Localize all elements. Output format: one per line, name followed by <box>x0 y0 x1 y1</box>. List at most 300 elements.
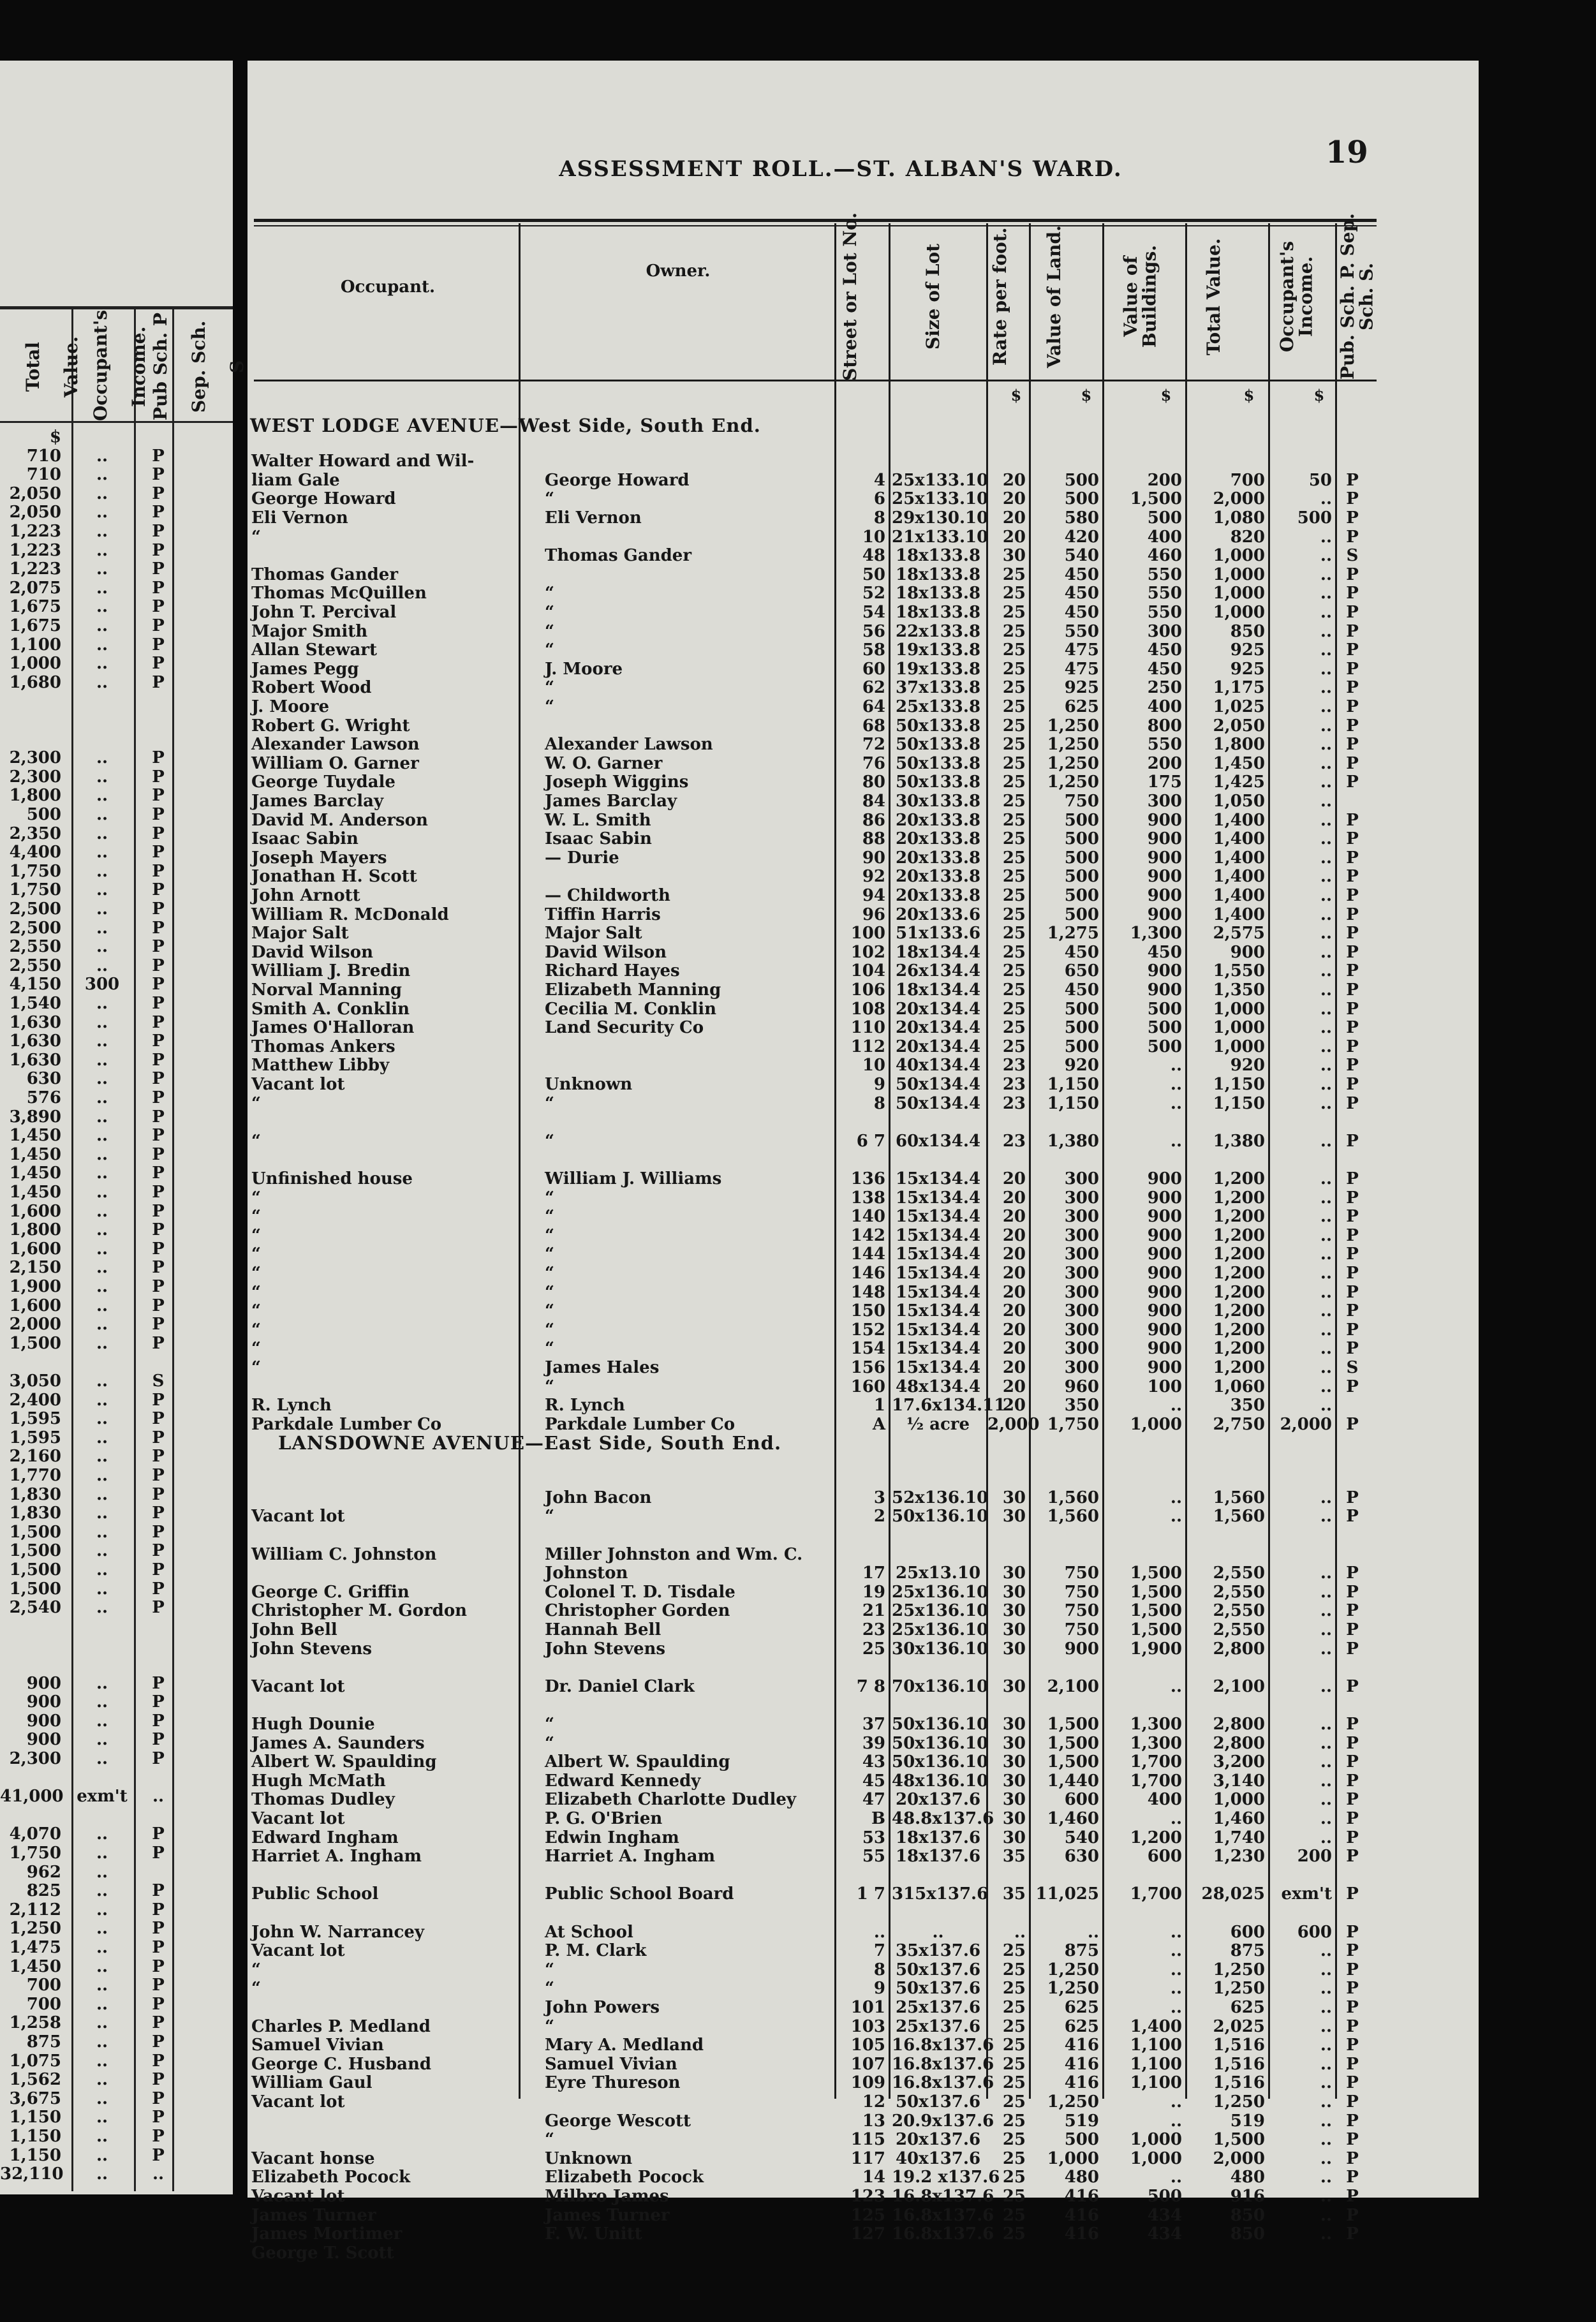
rate-cell: 25 <box>1002 1941 1026 1961</box>
land-value-cell: 650 <box>1064 961 1099 981</box>
table-row <box>248 1885 1479 1904</box>
left-income-cell: .. <box>96 1390 108 1410</box>
lot-size-cell: 20x133.8 <box>895 829 981 849</box>
lot-size-cell: 25x137.6 <box>895 1998 981 2017</box>
owner-cell: Public School Board <box>545 1884 734 1904</box>
land-value-cell: 500 <box>1064 2130 1099 2150</box>
income-cell: .. <box>1320 1620 1332 1639</box>
total-value-cell: 1,500 <box>1213 2130 1265 2150</box>
lot-number-cell: 115 <box>850 2130 885 2150</box>
left-income-cell: .. <box>96 503 108 522</box>
table-row <box>248 755 1479 773</box>
building-value-cell: .. <box>1170 2168 1182 2187</box>
left-income-cell: .. <box>96 1976 108 1995</box>
table-row <box>248 736 1479 754</box>
lot-size-cell: 30x133.8 <box>895 792 981 811</box>
left-total-cell: 1,150 <box>9 2127 61 2146</box>
left-table-row <box>0 786 233 805</box>
occupant-cell: liam Gale <box>251 470 340 490</box>
total-value-cell: 1,460 <box>1213 1809 1265 1828</box>
lot-number-cell: 14 <box>862 2168 885 2187</box>
left-table-row <box>0 1636 233 1655</box>
left-total-cell: 1,680 <box>9 672 61 692</box>
rate-cell: 25 <box>1002 1979 1026 1999</box>
building-value-cell: 400 <box>1147 1790 1182 1810</box>
occupant-cell: “ <box>251 1225 261 1245</box>
left-income-cell: .. <box>96 2089 108 2108</box>
left-school-cell: P <box>152 2032 165 2052</box>
table-row <box>248 1659 1479 1677</box>
lot-number-cell: 6 <box>873 489 885 509</box>
total-value-cell: 2,800 <box>1213 1715 1265 1734</box>
left-total-cell: 1,630 <box>9 1050 61 1070</box>
building-value-cell: 900 <box>1147 1320 1182 1340</box>
land-value-cell: 1,150 <box>1047 1093 1099 1113</box>
building-value-cell: 1,200 <box>1130 1828 1182 1847</box>
occupant-cell: Charles P. Medland <box>251 2016 431 2036</box>
left-income-cell: .. <box>96 1579 108 1599</box>
total-value-cell: 1,200 <box>1213 1358 1265 1377</box>
total-value-cell: 1,230 <box>1213 1847 1265 1867</box>
total-value-cell: 1,080 <box>1213 508 1265 528</box>
total-value-cell: 1,060 <box>1213 1377 1265 1396</box>
rate-cell: 20 <box>1002 1207 1026 1227</box>
lot-number-cell: 150 <box>850 1301 885 1321</box>
owner-cell: Richard Hayes <box>545 961 680 981</box>
school-cell: P <box>1346 924 1359 943</box>
lot-number-cell: 117 <box>850 2148 885 2168</box>
land-value-cell: 1,500 <box>1047 1752 1099 1772</box>
left-income-cell: .. <box>96 899 108 919</box>
left-income-cell: .. <box>96 1466 108 1485</box>
left-school-cell: P <box>152 1032 165 1051</box>
lot-size-cell: 48.8x137.6 <box>892 1809 994 1828</box>
building-value-cell: 1,500 <box>1130 1620 1182 1639</box>
lot-size-cell: 20.9x137.6 <box>892 2111 994 2131</box>
occupant-cell: “ <box>251 1320 261 1340</box>
land-value-cell: 500 <box>1064 1018 1099 1038</box>
left-total-cell: 700 <box>26 1994 61 2014</box>
owner-cell: Cecilia M. Conklin <box>545 999 717 1019</box>
left-school-cell: P <box>152 1390 165 1410</box>
owner-cell: “ <box>545 697 554 716</box>
income-cell: .. <box>1320 2092 1332 2111</box>
land-value-cell: 300 <box>1064 1207 1099 1227</box>
school-cell: P <box>1346 1131 1359 1151</box>
rate-cell: 25 <box>1002 2168 1026 2187</box>
table-row <box>248 1302 1479 1320</box>
owner-cell: P. M. Clark <box>545 1941 647 1961</box>
land-value-cell: 1,000 <box>1047 2148 1099 2168</box>
left-income-cell: .. <box>96 1277 108 1296</box>
occupant-income-header: Occupant's Income. <box>1276 240 1317 353</box>
occupant-cell: “ <box>251 1358 261 1377</box>
rate-cell: 25 <box>1002 2036 1026 2055</box>
size-of-lot-header: Size of Lot <box>922 243 943 350</box>
left-table-row <box>0 597 233 616</box>
school-cell: P <box>1346 1676 1359 1696</box>
left-total-cell: 1,750 <box>9 1844 61 1863</box>
left-total-cell: 2,550 <box>9 956 61 975</box>
lot-number-cell: 84 <box>862 792 885 811</box>
rate-cell: 25 <box>1002 697 1026 716</box>
table-row <box>248 679 1479 697</box>
left-table-row <box>0 1768 233 1787</box>
total-value-cell: 1,516 <box>1213 2073 1265 2093</box>
school-cell: P <box>1346 905 1359 924</box>
owner-cell: “ <box>545 2016 554 2036</box>
school-cell: P <box>1346 942 1359 962</box>
lot-size-cell: 20x137.6 <box>895 2130 981 2150</box>
lot-number-cell: 13 <box>862 2111 885 2131</box>
building-value-cell: .. <box>1170 1676 1182 1696</box>
building-value-cell: .. <box>1170 1488 1182 1507</box>
lot-size-cell: 48x136.10 <box>892 1771 989 1791</box>
left-school-cell: P <box>152 880 165 900</box>
building-value-cell: 1,000 <box>1130 2130 1182 2150</box>
school-cell: P <box>1346 1998 1359 2017</box>
lot-size-cell: 25x133.10 <box>892 470 989 490</box>
lot-size-cell: 20x137.6 <box>895 1790 981 1810</box>
table-row <box>248 1715 1479 1734</box>
total-value-cell: 2,550 <box>1213 1582 1265 1602</box>
table-row <box>248 830 1479 848</box>
table-row <box>248 887 1479 905</box>
occupant-cell: “ <box>251 1245 261 1264</box>
rate-cell: 25 <box>1002 924 1026 943</box>
left-income-cell: .. <box>96 1012 108 1032</box>
occupant-cell: Hugh McMath <box>251 1771 386 1791</box>
left-total-cell: 3,890 <box>9 1107 61 1127</box>
rate-cell: 30 <box>1002 1639 1026 1659</box>
left-table-row <box>0 1145 233 1164</box>
land-value-cell: 500 <box>1064 905 1099 924</box>
land-value-cell: 625 <box>1064 697 1099 716</box>
occupant-cell: James Pegg <box>251 659 359 679</box>
total-value-cell: 480 <box>1230 2168 1265 2187</box>
building-value-cell: 500 <box>1147 2187 1182 2206</box>
value-of-land-header: Value of Land. <box>1044 225 1065 368</box>
income-cell: .. <box>1320 1828 1332 1847</box>
left-income-cell: .. <box>96 1711 108 1731</box>
left-income-cell: .. <box>96 1844 108 1863</box>
table-row <box>248 528 1479 547</box>
land-value-cell: 300 <box>1064 1245 1099 1264</box>
owner-cell: “ <box>545 2130 554 2150</box>
left-income-cell: .. <box>96 446 108 466</box>
left-income-cell: .. <box>96 843 108 862</box>
owner-cell: R. Lynch <box>545 1396 625 1416</box>
school-cell: P <box>1346 2092 1359 2111</box>
left-income-cell: .. <box>96 824 108 843</box>
left-total-cell: 1,500 <box>9 1560 61 1579</box>
rate-cell: 25 <box>1002 678 1026 698</box>
unit-income: $ <box>1313 386 1325 404</box>
lot-number-cell: 1 <box>873 1396 885 1416</box>
owner-cell: Elizabeth Charlotte Dudley <box>545 1790 796 1810</box>
left-income-cell: .. <box>96 1692 108 1712</box>
table-row <box>248 1359 1479 1377</box>
land-value-cell: 416 <box>1064 2205 1099 2225</box>
table-row <box>248 1095 1479 1113</box>
lot-number-cell: 90 <box>862 848 885 868</box>
total-value-cell: 2,000 <box>1213 489 1265 509</box>
building-value-cell: 900 <box>1147 1225 1182 1245</box>
occupant-cell: Harriet A. Ingham <box>251 1847 422 1867</box>
income-cell: exm't <box>1281 1884 1332 1904</box>
land-value-cell: 480 <box>1064 2168 1099 2187</box>
lot-size-cell: 70x136.10 <box>892 1676 989 1696</box>
left-total-cell: 1,540 <box>9 994 61 1013</box>
left-school-cell: P <box>152 1126 165 1146</box>
lot-size-cell: 19x133.8 <box>895 640 981 660</box>
total-value-cell: 1,175 <box>1213 678 1265 698</box>
table-row <box>248 849 1479 868</box>
income-cell: .. <box>1320 716 1332 736</box>
left-school-cell: P <box>152 1504 165 1523</box>
total-value-cell: 1,000 <box>1213 1018 1265 1038</box>
occupant-cell: George T. Scott <box>251 2243 394 2263</box>
left-total-cell: 2,050 <box>9 503 61 522</box>
building-value-cell: 1,100 <box>1130 2073 1182 2093</box>
left-table-row <box>0 1560 233 1579</box>
rate-cell: 20 <box>1002 1225 1026 1245</box>
unit-buildings: $ <box>1160 386 1172 404</box>
owner-cell: “ <box>545 621 554 641</box>
school-cell: P <box>1346 1941 1359 1961</box>
building-value-cell: 460 <box>1147 546 1182 566</box>
school-cell: S <box>1346 1358 1359 1377</box>
occupant-cell: Smith A. Conklin <box>251 999 410 1019</box>
occupant-cell: Unfinished house <box>251 1169 413 1188</box>
income-cell: .. <box>1320 2224 1332 2244</box>
land-value-cell: 300 <box>1064 1169 1099 1188</box>
left-income-cell: .. <box>96 1504 108 1523</box>
left-total-cell: 1,450 <box>9 1144 61 1164</box>
land-value-cell: 416 <box>1064 2054 1099 2074</box>
left-table-row <box>0 427 233 447</box>
left-school-cell: P <box>152 899 165 919</box>
left-table-row <box>0 579 233 598</box>
land-value-cell: 416 <box>1064 2187 1099 2206</box>
rate-cell: 30 <box>1002 1790 1026 1810</box>
owner-cell: “ <box>545 1715 554 1734</box>
occupant-cell: Elizabeth Pocock <box>251 2168 411 2187</box>
left-total-cell: 710 <box>26 465 61 485</box>
left-total-cell: 1,800 <box>9 786 61 806</box>
left-school-cell: S <box>152 1372 165 1391</box>
lot-size-cell: 50x133.8 <box>895 753 981 773</box>
lot-size-cell: 18x133.8 <box>895 603 981 622</box>
total-value-cell: 700 <box>1230 470 1265 490</box>
page-header: ASSESSMENT ROLL.—ST. ALBAN'S WARD. <box>559 156 1123 182</box>
left-total-cell: 1,600 <box>9 1239 61 1259</box>
total-value-cell: 1,250 <box>1213 1979 1265 1999</box>
left-total-cell: 1,450 <box>9 1183 61 1202</box>
left-school-cell: P <box>152 540 165 560</box>
lot-number-cell: 103 <box>850 2016 885 2036</box>
building-value-cell: .. <box>1170 1922 1182 1942</box>
left-table-row <box>0 447 233 466</box>
building-value-cell: 434 <box>1147 2224 1182 2244</box>
left-total-cell: 2,400 <box>9 1390 61 1410</box>
occupant-cell: Thomas Gander <box>251 565 399 584</box>
lot-number-cell: 8 <box>873 1960 885 1979</box>
left-school-cell: P <box>152 918 165 938</box>
left-total-cell: 1,075 <box>9 2051 61 2071</box>
lot-size-cell: 25x133.8 <box>895 697 981 716</box>
lot-number-cell: 43 <box>862 1752 885 1772</box>
left-school-cell: P <box>152 1579 165 1599</box>
occupant-cell: John Bell <box>251 1620 337 1639</box>
income-cell: .. <box>1320 1320 1332 1340</box>
occupant-cell: Major Salt <box>251 924 349 943</box>
building-value-cell: 550 <box>1147 565 1182 584</box>
lot-size-cell: 60x134.4 <box>895 1131 981 1151</box>
left-income-cell: .. <box>96 1560 108 1579</box>
lot-number-cell: 47 <box>862 1790 885 1810</box>
owner-cell: “ <box>545 1188 554 1208</box>
school-cell: P <box>1346 1715 1359 1734</box>
occupant-cell: Matthew Libby <box>251 1056 390 1076</box>
left-table-row <box>0 1107 233 1127</box>
left-income-cell: .. <box>96 1919 108 1939</box>
total-value-cell: 2,050 <box>1213 716 1265 736</box>
left-income-cell: .. <box>96 2051 108 2071</box>
land-value-cell: 11,025 <box>1035 1884 1099 1904</box>
rate-cell: 20 <box>1002 1264 1026 1283</box>
rate-cell: 20 <box>1002 1358 1026 1377</box>
rate-cell: 30 <box>1002 546 1026 566</box>
land-value-cell: 450 <box>1064 980 1099 1000</box>
total-value-cell: 1,200 <box>1213 1282 1265 1302</box>
occupant-cell: James Mortimer <box>251 2224 403 2244</box>
land-value-cell: 416 <box>1064 2073 1099 2093</box>
occupant-cell: J. Moore <box>251 697 330 716</box>
owner-cell: “ <box>545 1207 554 1227</box>
left-income-cell: .. <box>96 937 108 957</box>
left-table-row <box>0 616 233 635</box>
table-row <box>248 1904 1479 1923</box>
owner-cell: Milbro James <box>545 2187 669 2206</box>
occupant-cell: Thomas Dudley <box>251 1790 395 1810</box>
school-cell: P <box>1346 621 1359 641</box>
lot-number-cell: 107 <box>850 2054 885 2074</box>
total-value-cell: 1,200 <box>1213 1301 1265 1321</box>
total-value-cell: 1,200 <box>1213 1339 1265 1359</box>
owner-cell: James Turner <box>545 2205 670 2225</box>
left-school-cell: P <box>152 1428 165 1447</box>
left-total-cell: 2,000 <box>9 1315 61 1335</box>
table-row <box>248 1829 1479 1847</box>
rate-cell: 20 <box>1002 489 1026 509</box>
left-school-cell: P <box>152 805 165 824</box>
lot-number-cell: 96 <box>862 905 885 924</box>
left-school-cell: P <box>152 503 165 522</box>
page-number: 19 <box>1326 135 1368 170</box>
lot-number-cell: B <box>871 1809 885 1828</box>
lot-number-cell: 148 <box>850 1282 885 1302</box>
owner-cell: Thomas Gander <box>545 546 692 566</box>
income-cell: .. <box>1320 2054 1332 2074</box>
left-total-cell: 2,300 <box>9 767 61 787</box>
left-table-row <box>0 691 233 711</box>
left-income-cell: .. <box>96 805 108 824</box>
lot-size-cell: 18x134.4 <box>895 942 981 962</box>
occupant-cell: Robert G. Wright <box>251 716 410 736</box>
left-income-cell: .. <box>96 1484 108 1504</box>
total-value-cell: 2,000 <box>1213 2148 1265 2168</box>
owner-cell: F. W. Unitt <box>545 2224 642 2244</box>
land-value-cell: 1,460 <box>1047 1809 1099 1828</box>
left-table-row <box>0 1069 233 1088</box>
owner-cell: “ <box>545 1339 554 1359</box>
school-cell: P <box>1346 1733 1359 1753</box>
building-value-cell: .. <box>1170 1809 1182 1828</box>
income-cell: .. <box>1320 1075 1332 1094</box>
owner-cell: Unknown <box>545 1075 633 1094</box>
left-school-cell: P <box>152 1598 165 1618</box>
rate-cell: 20 <box>1002 527 1026 547</box>
total-value-cell: 1,000 <box>1213 546 1265 566</box>
left-total-cell: 1,675 <box>9 597 61 617</box>
occupant-cell: Robert Wood <box>251 678 372 698</box>
rate-cell: 23 <box>1002 1056 1026 1076</box>
left-table-row <box>0 1541 233 1560</box>
total-value-cell: 1,516 <box>1213 2054 1265 2074</box>
total-value-cell: 1,380 <box>1213 1131 1265 1151</box>
left-total-cell: 900 <box>26 1730 61 1750</box>
income-cell: .. <box>1320 2148 1332 2168</box>
land-value-cell: 450 <box>1064 565 1099 584</box>
rate-cell: 25 <box>1002 2073 1026 2093</box>
income-cell: .. <box>1320 1377 1332 1396</box>
building-value-cell: 250 <box>1147 678 1182 698</box>
table-row <box>248 2055 1479 2074</box>
rate-cell: 20 <box>1002 1396 1026 1416</box>
lot-size-cell: 30x136.10 <box>892 1639 989 1659</box>
left-table-row <box>0 1957 233 1976</box>
land-value-cell: 500 <box>1064 470 1099 490</box>
total-value-cell: 925 <box>1230 640 1265 660</box>
lot-number-cell: 50 <box>862 565 885 584</box>
left-income-cell: .. <box>96 540 108 560</box>
school-cell: P <box>1346 2111 1359 2131</box>
left-income-cell: .. <box>96 2070 108 2090</box>
table-row <box>248 1621 1479 1639</box>
income-cell: .. <box>1320 1979 1332 1999</box>
left-income-cell: .. <box>96 1749 108 1768</box>
income-cell: .. <box>1320 678 1332 698</box>
table-row <box>248 1000 1479 1019</box>
owner-cell: Colonel T. D. Tisdale <box>545 1582 735 1602</box>
owner-cell: “ <box>545 1225 554 1245</box>
rate-cell: 30 <box>1002 1733 1026 1753</box>
income-cell: .. <box>1320 1207 1332 1227</box>
left-school-cell: P <box>152 1541 165 1561</box>
left-income-cell: .. <box>96 672 108 692</box>
left-income-cell: .. <box>96 1673 108 1693</box>
lot-size-cell: 20x134.4 <box>895 999 981 1019</box>
school-cell: P <box>1346 470 1359 490</box>
left-table-row <box>0 2070 233 2089</box>
total-value-cell: 2,550 <box>1213 1601 1265 1621</box>
occupant-cell: Vacant lot <box>251 1809 345 1828</box>
left-total-cell: 1,475 <box>9 1938 61 1957</box>
lot-size-cell: ½ acre <box>906 1414 970 1434</box>
table-row <box>248 1227 1479 1245</box>
school-cell: P <box>1346 1582 1359 1602</box>
